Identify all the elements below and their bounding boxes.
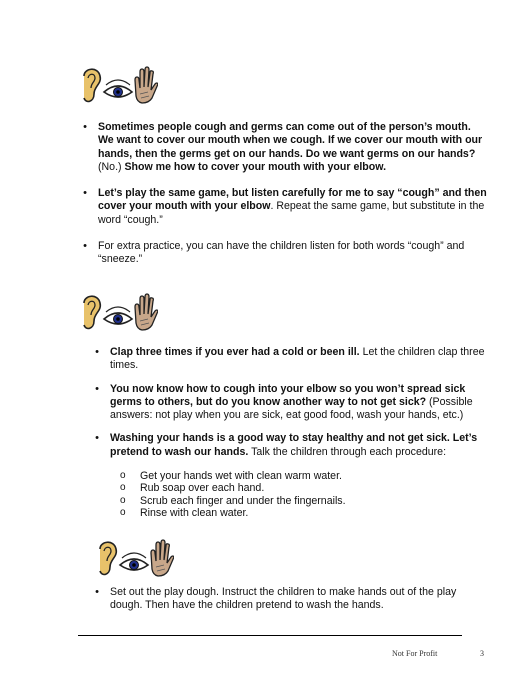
bullet-icon: • bbox=[95, 382, 99, 395]
circle-bullet-icon: o bbox=[120, 507, 126, 519]
text: For extra practice, you can have the children listen for both words “cough” and “sneeze.” bbox=[98, 240, 465, 266]
footer-label: Not For Profit bbox=[392, 649, 438, 658]
circle-bullet-icon: o bbox=[120, 470, 126, 482]
bold-text: Clap three times if you ever had a cold or been ill. bbox=[110, 346, 360, 358]
list-item bbox=[83, 240, 488, 267]
step-item: o Get your hands wet with clean warm water. bbox=[120, 470, 342, 483]
footer-rule bbox=[78, 635, 462, 636]
senses-icons-3 bbox=[94, 539, 174, 579]
list-item bbox=[95, 382, 488, 423]
procedure-steps bbox=[120, 470, 488, 520]
eye-icon bbox=[120, 553, 148, 570]
bold-text: Sometimes people cough and germs can come out of the person’s mouth. We want to cover our mouth when we cough. If we cover our mouth with our hands, then the germs get on our hands. Do we want germs on our hands? bbox=[98, 121, 483, 160]
text: Talk the children through each procedure: bbox=[248, 445, 447, 458]
list-item bbox=[83, 187, 488, 227]
bullet-icon: • bbox=[95, 586, 99, 598]
bullet-icon: • bbox=[83, 240, 87, 253]
text: (Possible answers: not play when you are sick, eat good food, wash your hands, etc.) bbox=[110, 395, 473, 422]
ear-icon bbox=[100, 542, 116, 574]
bullet-icon: • bbox=[95, 432, 99, 445]
bold-text: Washing your hands is a good way to stay healthy and not get sick. Let’s pretend to wash our hands. bbox=[110, 432, 478, 458]
step-item: o Scrub each finger and under the fingernails. bbox=[120, 494, 346, 507]
hand-icon bbox=[151, 540, 174, 576]
bullet-icon: • bbox=[83, 187, 87, 200]
eye-icon bbox=[104, 80, 132, 97]
list-item bbox=[95, 586, 488, 613]
bold-text: Show me how to cover your mouth with your elbow. bbox=[124, 160, 387, 173]
page-number: 3 bbox=[480, 649, 484, 658]
section1-list bbox=[83, 121, 488, 267]
hand-icon bbox=[135, 294, 158, 330]
step-item: o Rub soap over each hand. bbox=[120, 482, 265, 495]
eye-icon bbox=[104, 307, 132, 324]
text: Set out the play dough. Instruct the children to make hands out of the play dough. Then have the children pretend to wash the hands. bbox=[110, 586, 457, 612]
text: . Repeat the same game, but substitute in the word “cough.” bbox=[98, 200, 485, 226]
ear-icon bbox=[84, 69, 100, 101]
hand-icon bbox=[135, 67, 158, 103]
text: Let the children clap three times. bbox=[110, 346, 485, 372]
senses-icons-1 bbox=[78, 66, 158, 106]
circle-bullet-icon: o bbox=[120, 482, 126, 494]
step-item: o Rinse with clean water. bbox=[120, 507, 249, 520]
list-item bbox=[95, 346, 488, 373]
bullet-icon: • bbox=[95, 346, 99, 358]
circle-bullet-icon: o bbox=[120, 494, 126, 506]
bullet-icon: • bbox=[83, 121, 87, 133]
senses-icons-2 bbox=[78, 293, 158, 333]
bold-text: You now know how to cough into your elbow so you won’t spread sick germs to others, but do you know another way to not get sick? bbox=[110, 382, 466, 408]
list-item bbox=[95, 432, 488, 520]
text: (No.) bbox=[98, 160, 125, 173]
bold-text: Let’s play the same game, but listen carefully for me to say “cough” and then cover your mouth with your elbow bbox=[98, 187, 487, 213]
ear-icon bbox=[84, 296, 100, 328]
list-item bbox=[83, 121, 488, 174]
section3-list bbox=[95, 586, 488, 613]
section2-list bbox=[95, 346, 488, 520]
